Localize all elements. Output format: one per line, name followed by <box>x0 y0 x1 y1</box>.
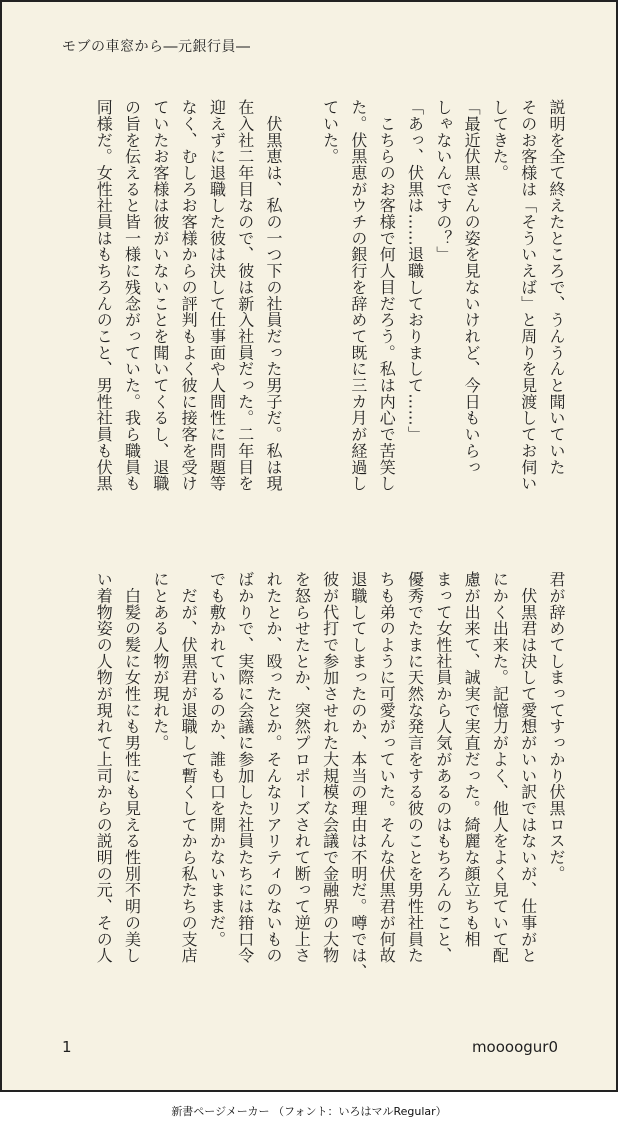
author-name: moooogur0 <box>471 1038 558 1056</box>
text-line: 迎えずに退職した彼は決して仕事面や人間性に問題等 <box>207 99 227 492</box>
text-line: い着物姿の人物が現れて上司からの説明の元、その人 <box>94 571 114 964</box>
text-line: 在入社二年目なので、彼は新入社員だった。二年目を <box>235 99 255 492</box>
text-line: なく、むしろお客様からの評判もよく彼に接客を受け <box>179 99 199 492</box>
text-line: 伏黒恵は、私の一つ下の社員だった男子だ。私は現 <box>264 99 284 492</box>
text-line: 説明を全て終えたところで、うんうんと聞いていた <box>547 99 566 476</box>
text-line: にかく出来た。記憶力がよく、他人をよく見ていて配 <box>490 571 510 964</box>
text-line: 「最近伏黒さんの姿を見ないけれど、今日もいらっ <box>462 99 482 476</box>
text-line: にとある人物が現れた。 <box>150 571 170 751</box>
text-line: ていた。 <box>320 99 340 165</box>
text-line: れたとか、殴ったとか。そんなリアリティのないもの <box>264 571 284 964</box>
text-line: まって女性社員から人気があるのはもちろんのこと、 <box>433 571 453 964</box>
text-line <box>287 99 315 535</box>
page-header-title: モブの車窓から―元銀行員― <box>62 39 251 55</box>
generator-caption: 新書ページメーカー （フォント：いろはマルRegular） <box>171 1105 447 1118</box>
text-line: こちらのお客様で何人目だろう。私は内心で苦笑し <box>377 99 397 492</box>
text-line: 君が辞めてしまってすっかり伏黒ロスだ。 <box>547 571 566 882</box>
text-line: を怒らせたとか、突然プロポーズされて断って逆上さ <box>292 571 312 964</box>
text-line: の旨を伝えると皆一様に残念がっていた。我ら職員も <box>122 99 142 492</box>
text-line: しゃないんですの？」 <box>433 99 453 263</box>
text-line: 優秀でたまに天然な発言をする彼のことを男性社員た <box>405 571 425 964</box>
page-number: 1 <box>62 1038 72 1056</box>
text-line: ばかりで、実際に会議に参加した社員たちには箝口令 <box>235 571 255 964</box>
text-line: ちも弟のように可愛がっていた。そんな伏黒君が何故 <box>377 571 397 964</box>
text-line: 伏黒君は決して愛想がいい訳ではないが、仕事がと <box>518 571 538 964</box>
text-line: 同様だ。女性社員はもちろんのこと、男性社員も伏黒 <box>94 99 114 492</box>
text-line: 慮が出来て、誠実で実直だった。綺麗な顔立ちも相 <box>462 571 482 948</box>
text-line: でも敷かれているのか、誰も口を開かないままだ。 <box>207 571 227 948</box>
text-line: だが、伏黒君が退職して暫くしてから私たちの支店 <box>179 571 199 964</box>
text-line: 「あっ、伏黒は……退職しておりまして……」 <box>405 99 425 443</box>
text-line: 退職してしまったのか、本当の理由は不明だ。噂では、 <box>348 571 368 980</box>
lower-text-block <box>50 571 570 1007</box>
text-line: してきた。 <box>490 99 510 181</box>
text-line: た。伏黒恵がウチの銀行を辞めて既に三カ月が経過し <box>348 99 368 492</box>
text-line: 白髪の髪に女性にも男性にも見える性別不明の美し <box>122 571 142 964</box>
upper-text-block <box>50 99 570 535</box>
text-line: そのお客様は「そういえば」と周りを見渡してお伺い <box>518 99 538 492</box>
text-line: 彼が代打で参加させれた大規模な会議で金融界の大物 <box>320 571 340 964</box>
text-line: ていたお客様は彼がいないことを聞いてくるし、退職 <box>150 99 170 492</box>
